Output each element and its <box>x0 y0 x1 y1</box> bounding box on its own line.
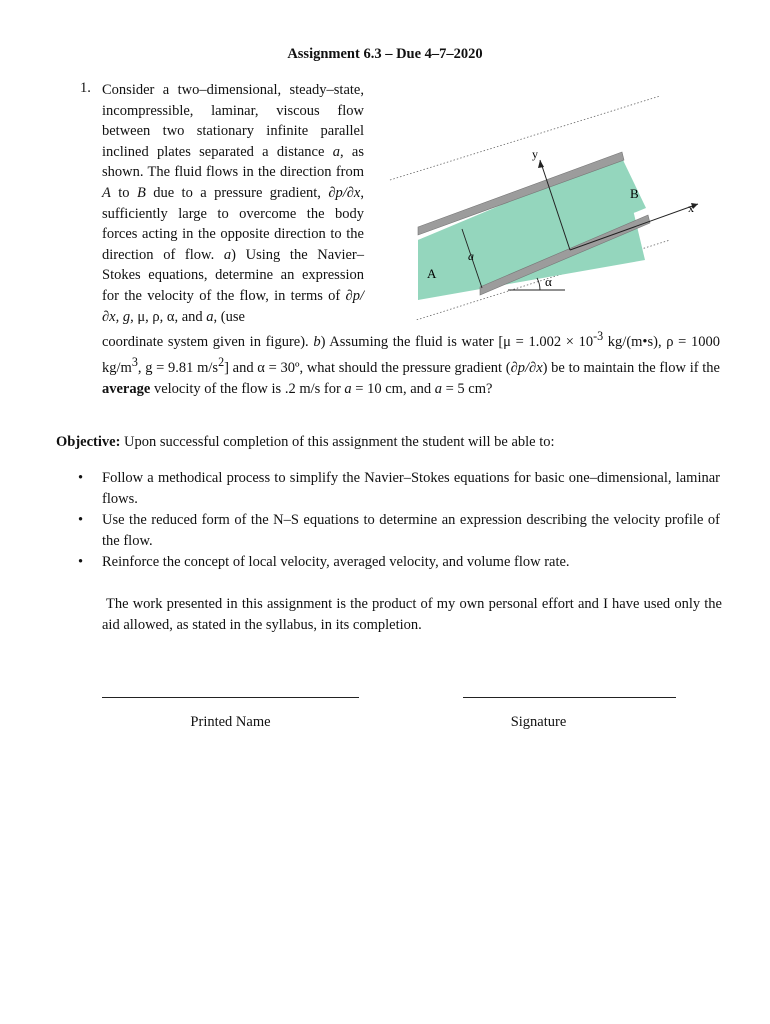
objective-text: Upon successful completion of this assignment the student will be able to: <box>120 434 555 450</box>
objective-label: Objective: <box>56 434 121 450</box>
y-axis-arrow <box>538 160 544 168</box>
label-A: A <box>427 266 437 281</box>
label-x: x <box>688 201 694 215</box>
printed-name-label: Printed Name <box>190 714 271 730</box>
label-a: a <box>468 249 474 263</box>
printed-name-line[interactable] <box>102 697 359 698</box>
list-item: • Use the reduced form of the N–S equations to determine an expression describing the velocity profile of the flow. <box>78 512 720 549</box>
inclined-plates-figure <box>380 90 710 320</box>
label-B: B <box>630 186 639 201</box>
alpha-arc <box>537 278 540 290</box>
bullet-icon: • <box>78 512 84 529</box>
question-text: Consider a two–dimensional, steady–state, incompressible, laminar, viscous flow between two stationary infinite parallel inclined plates separated a distance a, as shown. The fluid flows in the direction from A to B due to a pressure gradient, ∂p/∂x, sufficiently large to overcome the body forces acting in the opposite direction to the direction of flow. a) Using the Navier–Stokes equations, determine an expression for the velocity of the flow, in terms of ∂p/∂x, g, μ, ρ, α, and a, (use <box>102 82 364 325</box>
list-item: • Reinforce the concept of local velocity, averaged velocity, and volume flow rate. <box>78 552 720 573</box>
objective-list <box>78 468 720 574</box>
bullet-icon: • <box>78 554 84 571</box>
objective-heading <box>56 434 726 451</box>
list-item: • Follow a methodical process to simplify the Navier–Stokes equations for basic one–dimensional, laminar flows. <box>78 470 720 507</box>
question-number: 1. <box>80 80 91 96</box>
bullet-icon: • <box>78 470 84 486</box>
label-y: y <box>532 147 538 161</box>
signature-label: Signature <box>510 714 567 730</box>
label-alpha: α <box>545 274 552 289</box>
question-text-continued: coordinate system given in figure). b) Assuming the fluid is water [$\mu = 1.002 \times 10^{-3}$ kg/(m•s), ρ = 1000 $kg/m^3$, g = 9.81 $m/s^2$] and α = 30º, what should the pressure gradient (∂p/∂x) be to maintain the flow if the average velocity of the flow is .2 m/s for a = 10 cm, and a = 5 cm? <box>102 329 720 397</box>
honor-statement: The work presented in this assignment is the product of my own personal effort and I have used only the aid allowed, as stated in the syllabus, in its completion. <box>102 596 722 633</box>
signature-line[interactable] <box>463 697 676 698</box>
assignment-title: Assignment 6.3 – Due 4–7–2020 <box>287 46 483 62</box>
